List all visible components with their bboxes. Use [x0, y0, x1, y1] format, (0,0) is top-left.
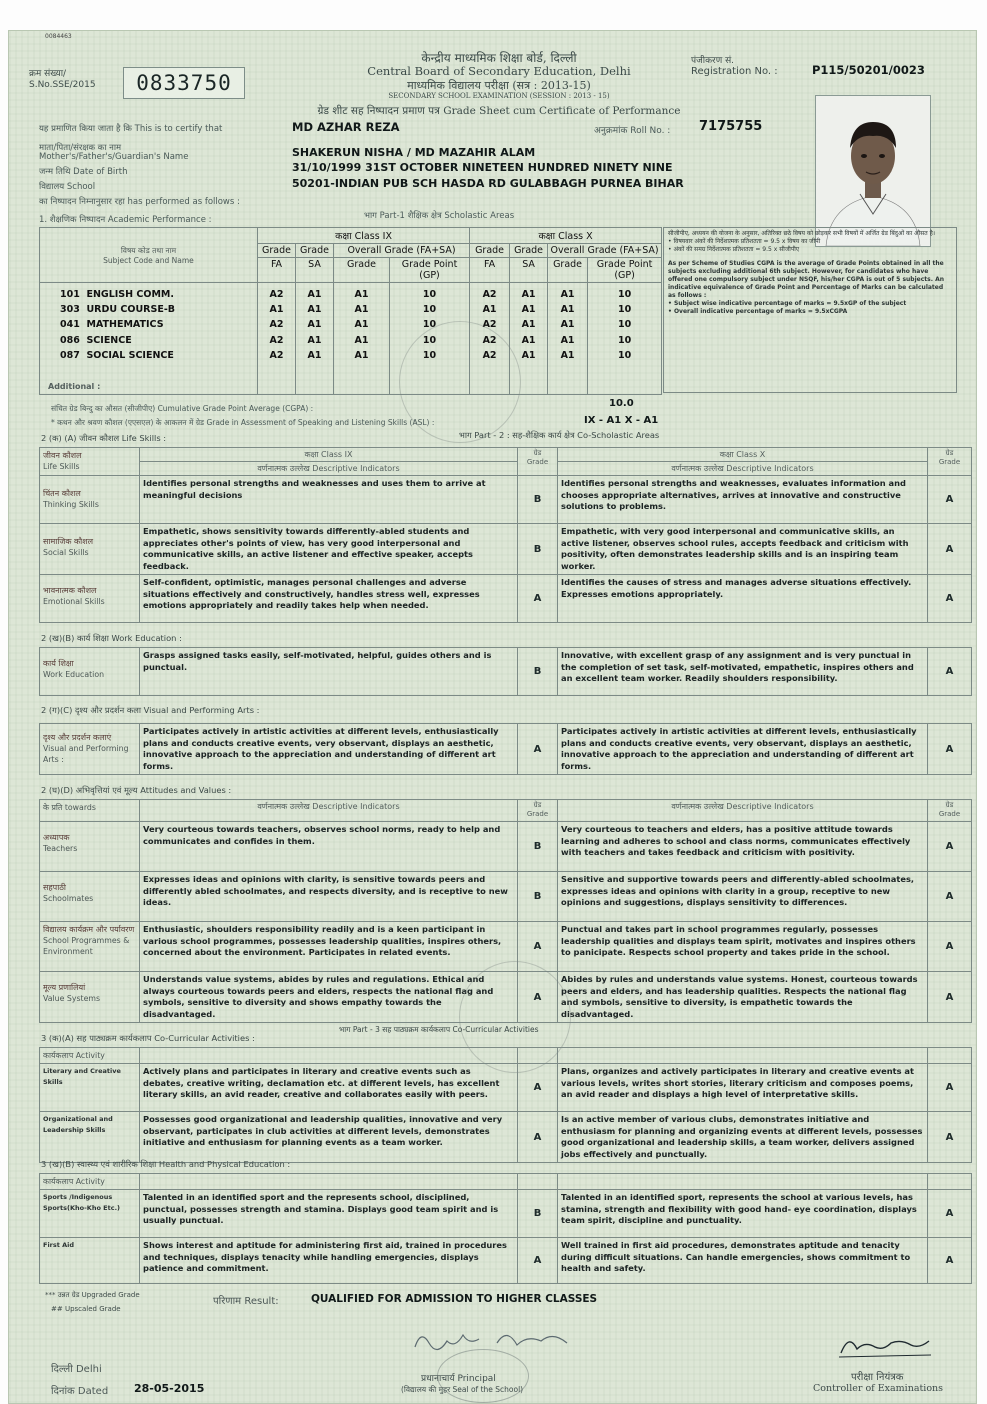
roll-label: अनुक्रमांक Roll No. : — [594, 126, 671, 136]
cgpa-label: संचित ग्रेड बिन्दु का औसत (सीजीपीए) Cumulative Grade Point Average (CGPA) : — [51, 404, 314, 413]
ls-desc-hdr-9: वर्णनात्मक उल्लेख Descriptive Indicators — [140, 462, 518, 476]
sa-10: SA — [510, 258, 548, 283]
subject-col-header: विषय कोड तथा नाम Subject Code and Name — [40, 228, 258, 283]
date-value: 28-05-2015 — [134, 1382, 205, 1395]
grade-fa-10: Grade — [470, 244, 510, 258]
av-desc-hdr-10: वर्णनात्मक उल्लेख Descriptive Indicators — [558, 800, 928, 822]
student-photo — [815, 95, 931, 247]
subject-row: 041 MATHEMATICS — [60, 319, 164, 331]
board-name-hi: केन्द्रीय माध्यमिक शिक्षा बोर्ड, दिल्ली — [421, 51, 577, 65]
table-row: अध्यापक Teachers Very courteous towards teachers, observes school norms, ready to help and communicates and confides in them. B Very courteous to teachers and elders, has a positive attitude towards learning and adheres to school and class norms, communicates effectively with teachers and takes feedback and criticism with positivity. A — [40, 822, 972, 872]
fa-9: FA — [258, 258, 296, 283]
controller-label-hi: परीक्षा नियंत्रक — [851, 1372, 904, 1383]
date-label: दिनांक Dated — [51, 1386, 109, 1397]
table-row: सामाजिक कौशल Social Skills Empathetic, shows sensitivity towards differently-abled students and appreciates other's points of view, has very good interpersonal and communicative skills, an active listener and effective speaker, accepts feedback. B Empathetic, with very good interpersonal and communicative skills, an active listener, observes school rules, accepts feedback and criticism with positivity, often demonstrates leadership skills and is an inspiring team worker. A — [40, 524, 972, 575]
ls-grade-9: ग्रेड Grade — [518, 448, 558, 476]
note-en: As per Scheme of Studies CGPA is the average of Grade Points obtained in all the subjects excluding additional 6th subject. However, for candidates who have offered one compulsory subject under NSQF, his/her CGPA is out of 5 subjects. An indicative equivalence of Grade Point and Percentage of Marks can be calculated as follows : — [668, 260, 944, 299]
asl-label: * कथन और श्रवण कौशल (एएसएल) के आकलन में ग्रेड Grade in Assessment of Speaking and Listening Skills (ASL) : — [51, 418, 435, 427]
coscholastic-heading: भाग Part - 2 : सह-शैक्षिक कार्य क्षेत्र Co-Scholastic Areas — [459, 430, 660, 440]
grade-sa-10: Grade — [510, 244, 548, 258]
controller-label-en: Controller of Examinations — [813, 1383, 944, 1394]
table-row: चिंतन कौशल Thinking Skills Identifies personal strengths and weaknesses and uses them to arrive at meaningful decisions B Identifies personal strengths and weaknesses, evaluates information and chooses appropriate alternatives, arrives at innovative and constructive solutions to problems. A — [40, 476, 972, 524]
sno-box — [123, 67, 245, 99]
school-name: 50201-INDIAN PUB SCH HASDA RD GULABBAGH PURNEA BIHAR — [292, 177, 684, 190]
overall-10: Overall Grade (FA+SA) — [548, 244, 662, 258]
av-grade-10: ग्रेड Grade — [928, 800, 972, 822]
table-row: भावनात्मक कौशल Emotional Skills Self-confident, optimistic, manages personal challenges and adverse situations effectively and constructively, handles stress well, expresses emotions appropriately and readily takes help when needed. A Identifies the causes of stress and manages adverse situations effectively. Expresses emotions appropriately. A — [40, 575, 972, 623]
date-of-birth: 31/10/1999 31ST OCTOBER NINETEEN HUNDRED NINETY NINE — [292, 161, 673, 174]
grade-fa-9: Grade — [258, 244, 296, 258]
ls-desc-hdr-10: वर्णनात्मक उल्लेख Descriptive Indicators — [558, 462, 928, 476]
cocurricular-heading: 3 (क)(A) सह पाठ्यक्रम कार्यकलाप Co-Curricular Activities : — [41, 1033, 255, 1043]
sno-label — [29, 69, 96, 91]
asl-value: IX - A1 X - A1 — [584, 415, 659, 426]
gp-10: Grade Point (GP) — [588, 258, 662, 283]
result-label: परिणाम Result: — [213, 1296, 279, 1307]
health-activity-col-header: कार्यकलाप Activity — [40, 1174, 140, 1190]
health-heading: 3 (ख)(B) स्वास्थ्य एवं शारीरिक शिक्षा Health and Physical Education : — [41, 1159, 291, 1169]
note-bullet-1: • विषयवार अंकों की निर्देशात्मक प्रतिशतता = 9.5 x विषय का जीपी — [668, 238, 821, 245]
controller-signature — [835, 1329, 935, 1363]
visual-arts-heading: 2 (ग)(C) दृश्य और प्रदर्शन कला Visual and Performing Arts : — [41, 705, 260, 715]
roll-number: 7175755 — [699, 119, 763, 134]
table-row: विद्यालय कार्यक्रम और पर्यावरण School Programmes & Environment Enthusiastic, shoulders responsibility readily and is a keen participant in various school programmes, possesses leadership qualities, inspires others, concerned about the environment. Participates in related events. A Punctual and takes part in school programmes regularly, possesses leadership qualities and displays team spirit, motivates and inspires others to panicipate. Respects school property and takes pride in the school. A — [40, 922, 972, 972]
table-row: दृश्य और प्रदर्शन कलाएं Visual and Performing Arts : Participates actively in artistic activities at different levels, enthusiastically plans and conducts creative events, very observant, displays an aesthetic, innovative approach to the appreciation and understanding of different art forms. A Participates actively in artistic activities at different levels, enthusiastically plans and conducts creative events, very observant, displays an aesthetic, innovative approach to the appreciation and understanding of different art forms. A — [40, 724, 972, 775]
work-education-heading: 2 (ख)(B) कार्य शिक्षा Work Education : — [41, 633, 182, 643]
additional-label: Additional : — [48, 382, 101, 392]
registration-label-hi: पंजीकरण सं. — [691, 56, 735, 66]
table-row: सहपाठी Schoolmates Expresses ideas and opinions with clarity, is sensitive towards peers and differently abled schoolmates, and respects diversity, and is receptive to new ideas. B Sensitive and supportive towards peers and differently-abled schoolmates, expresses ideas and opinions with clarity in a group, receptive to new opinions and suggestions, displays sensitivity to differences. A — [40, 872, 972, 922]
og-10: Grade — [548, 258, 588, 283]
overall-9: Overall Grade (FA+SA) — [334, 244, 470, 258]
activity-col-header: कार्यकलाप Activity — [40, 1048, 140, 1064]
academic-heading: 1. शैक्षणिक निष्पादन Academic Performance : — [39, 215, 212, 225]
attitudes-heading: 2 (घ)(D) अभिवृत्तियां एवं मूल्य Attitudes and Values : — [41, 785, 232, 795]
note-bullet-2: • अंकों की समग्र निर्देशात्मक प्रतिशतता = 9.5 x सीजीपीए — [668, 246, 800, 253]
subject-row: 303 URDU COURSE-B — [60, 304, 175, 316]
table-row: Sports /Indigenous Sports(Kho-Kho Etc.) Talented in an identified sport and the represents school, disciplined, punctual, possesses strength and stamina. Displays good team spirit and is usually punctual. B Talented in an identified sport, represents the school at various levels, has stamina, strength and flexibility with good hand- eye coordination, displays team spirit, discipline and punctuality. A — [40, 1190, 972, 1238]
gp-9: Grade Point (GP) — [390, 258, 470, 283]
av-desc-hdr-9: वर्णनात्मक उल्लेख Descriptive Indicators — [140, 800, 518, 822]
ls-class10: कक्षा Class X — [558, 448, 928, 462]
av-grade-9: ग्रेड Grade — [518, 800, 558, 822]
towards-col-header: के प्रति towards — [40, 800, 140, 822]
note-en-bullet-1: • Subject wise indicative percentage of marks = 9.5xGP of the subject — [668, 300, 907, 307]
scholastic-table: विषय कोड तथा नाम Subject Code and Name कक्षा Class IX कक्षा Class X Grade Grade Overall Grade (FA+SA) Grade Grade Overall Grade (FA+SA) FA SA Grade Grade Point (GP) FA SA Grade Grade Point (GP) 101 ENGLISH COMM. 303 URDU COURSE-B 041 MATHEMATICS 086 SCIENCE 087 SOCIAL SCIENCE Additional : A2 A1 A2 A2 A2 A1 A1 A1 A1 A1 A1 A1 A1 A1 A1 10 10 10 10 10 A2 A1 A2 A2 A2 A1 A1 A1 A1 A1 A1 A1 A1 A1 A1 10 10 10 10 10 सीजीपीए, अध्ययन की योजना के अनुसार, अतिरिक्त छठे विषय को छोड़कर सभी विषयों में अर्जित ग्रेड बिंदुओं का औसत है। • विषयवार अंकों की निर्देशात्मक प्रतिशतता = 9.5 x विषय का जीपी • अंकों की समग्र निर्देशात्मक प्रतिशतता = 9.5 x सीजीपीए As per Scheme of Studies CGPA is the average of Grade Points obtained in all the subjects excluding additional 6th subject. However, for candidates who have offered one compulsory subject under NSQF, his/her CGPA is out of 5 subjects. An indicative equivalence of Grade Point and Percentage of Marks can be calculated as follows : • Subject wise indicative percentage of marks = 9.5xGP of the subject • Overall indicative percentage of marks = 9.5xCGPA — [39, 227, 959, 395]
principal-seal-label: (विद्यालय की मुहर Seal of the School) — [401, 1385, 524, 1394]
class10-header: कक्षा Class X — [470, 228, 662, 244]
registration-label-en: Registration No. : — [691, 66, 778, 77]
dob-label: जन्म तिथि Date of Birth — [39, 167, 128, 177]
parent-label-hi: माता/पिता/संरक्षक का नाम — [39, 143, 122, 153]
visual-arts-table — [39, 723, 972, 775]
result-value: QUALIFIED FOR ADMISSION TO HIGHER CLASSES — [311, 1293, 598, 1305]
work-education-table — [39, 647, 972, 696]
life-skills-heading: 2 (क) (A) जीवन कौशल Life Skills : — [41, 433, 167, 443]
table-row: Literary and Creative Skills Actively plans and participates in literary and creative events such as debates, creative writing, declamation etc. at different levels, has excellent literary skills, an avid reader, creative and collaborates easily with peers. A Plans, organizes and actively participates in literary and creative events at various levels, writes short stories, literary criticism and composes poems, an avid reader and displays a high level of interpretative skills. A — [40, 1064, 972, 1112]
class9-header: कक्षा Class IX — [258, 228, 470, 244]
place: दिल्ली Delhi — [51, 1364, 102, 1375]
cgpa-value: 10.0 — [609, 398, 634, 409]
cgpa-note — [663, 227, 957, 393]
exam-name-hi: माध्यमिक विद्यालय परीक्षा (सत्र : 2013-15) — [407, 79, 591, 92]
subject-row: 101 ENGLISH COMM. — [60, 289, 174, 300]
cocurricular-table — [39, 1047, 972, 1163]
note-hi: सीजीपीए, अध्ययन की योजना के अनुसार, अतिरिक्त छठे विषय को छोड़कर सभी विषयों में अर्जित ग्रेड बिंदुओं का औसत है। — [668, 230, 936, 237]
og-9: Grade — [334, 258, 390, 283]
parent-names: SHAKERUN NISHA / MD MAZAHIR ALAM — [292, 146, 536, 159]
student-name: MD AZHAR REZA — [292, 120, 400, 134]
exam-name-en: SECONDARY SCHOOL EXAMINATION (SESSION : 2013 - 15) — [388, 92, 610, 100]
table-row: कार्य शिक्षा Work Education Grasps assigned tasks easily, self-motivated, helpful, guides others and is punctual. B Innovative, with excellent grasp of any assignment and is very punctual in the completion of set task, self-motivated, empathetic, inspires others and an excellent team worker. Readily shoulders responsibility. A — [40, 648, 972, 696]
parent-label-en: Mother's/Father's/Guardian's Name — [39, 152, 189, 162]
table-row: Organizational and Leadership Skills Possesses good organizational and leadership qualities, innovative and very observant, participates in club activities at different levels, demonstrates initiative and enthusiasm for planning events as a team worker. A Is an active member of various clubs, demonstrates initiative and enthusiasm for planning and organizing events at different levels, possesses good organizational and leadership skills, a team worker, delivers assigned jobs effectively and punctually. A — [40, 1112, 972, 1163]
life-skills-col-header: जीवन कौशल Life Skills — [40, 448, 140, 476]
sa-9: SA — [296, 258, 334, 283]
table-row: First Aid Shows interest and aptitude for administering first aid, trained in procedures and techniques, displays tenacity while handling emergencies, displays patience and commitment. A Well trained in first aid procedures, demonstrates aptitude and tenacity during difficult situations. Can handle emergencies, shows commitment to health and safety. A — [40, 1238, 972, 1284]
grade-sa-9: Grade — [296, 244, 334, 258]
subject-row: 086 SCIENCE — [60, 334, 132, 346]
health-table — [39, 1173, 972, 1284]
serial-number: 0084463 — [45, 33, 72, 40]
life-skills-table — [39, 447, 972, 623]
fa-10: FA — [470, 258, 510, 283]
ls-grade-10: ग्रेड Grade — [928, 448, 972, 476]
board-name-en: Central Board of Secondary Education, Delhi — [367, 64, 631, 78]
certify-label: यह प्रमाणित किया जाता है कि This is to certify that — [39, 124, 223, 134]
sno-label-en: S.No.SSE/2015 — [29, 80, 96, 90]
table-row: मूल्य प्रणालियां Value Systems Understands value systems, abides by rules and regulations. Ethical and always courteous towards peers and elders, respects the national flag and symbols, sensitive to diversity and shows empathy towards the disadvantaged. A Abides by rules and understands value systems. Honest, courteous towards peers and elders, and has leadership qualities. Respects the national flag and symbols, sensitive to diversity, is empathetic towards the disadvantaged. A — [40, 972, 972, 1023]
upgraded-grade-legend: *** उन्नत ग्रेड Upgraded Grade — [45, 1291, 140, 1299]
registration-value: P115/50201/0023 — [812, 63, 925, 77]
sno-value: 0833750 — [136, 71, 232, 95]
scholastic-heading: भाग Part-1 शैक्षिक क्षेत्र Scholastic Areas — [364, 211, 515, 221]
school-label: विद्यालय School — [39, 182, 96, 192]
subject-row: 087 SOCIAL SCIENCE — [60, 349, 174, 361]
principal-label: प्रधानाचार्य Principal — [421, 1374, 496, 1384]
cocurricular-part-heading: भाग Part - 3 सह पाठ्यक्रम कार्यकलाप Co-Curricular Activities — [339, 1025, 539, 1034]
ls-class9: कक्षा Class IX — [140, 448, 518, 462]
note-en-bullet-2: • Overall indicative percentage of marks = 9.5xCGPA — [668, 308, 848, 315]
performed-label: का निष्पादन निम्नानुसार रहा has performed as follows : — [39, 197, 240, 207]
upscaled-grade-legend: ## Upscaled Grade — [51, 1305, 121, 1313]
grade-sheet — [8, 30, 977, 1404]
sno-label-hi: क्रम संख्या/ — [29, 69, 67, 79]
doc-title: ग्रेड शीट सह निष्पादन प्रमाण पत्र Grade Sheet cum Certificate of Performance — [317, 105, 681, 117]
